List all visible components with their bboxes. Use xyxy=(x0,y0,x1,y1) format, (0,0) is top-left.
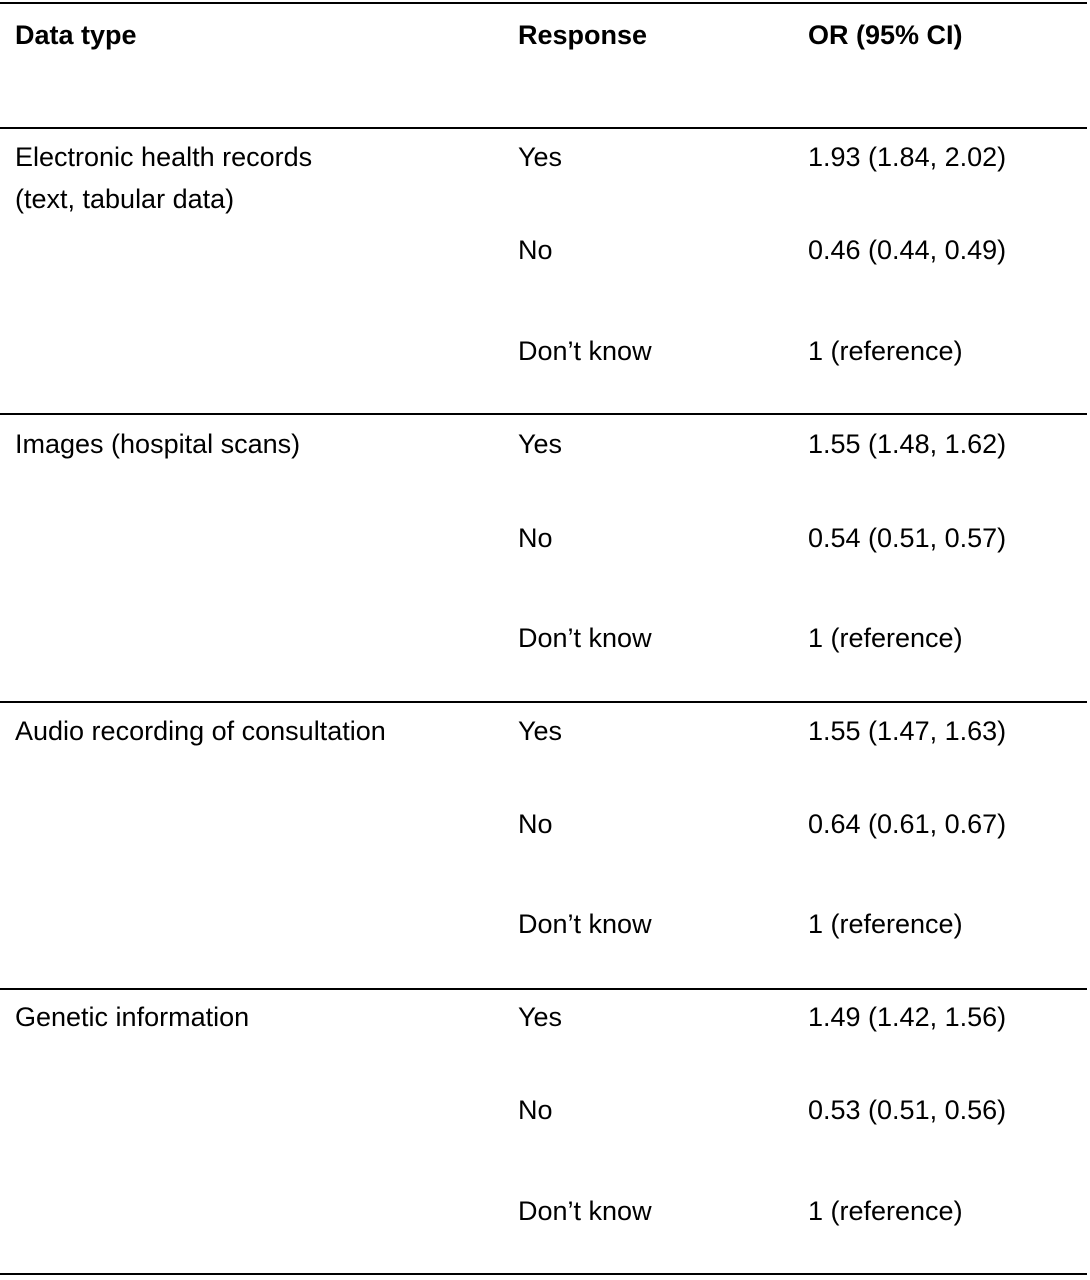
response-cell: Yes xyxy=(518,716,563,746)
header-data-type: Data type xyxy=(15,20,137,50)
or-ci-cell: 1.93 (1.84, 2.02) xyxy=(808,142,1007,172)
header-response: Response xyxy=(518,20,648,50)
or-ci-cell: 1 (reference) xyxy=(808,1196,963,1226)
or-ci-cell: 1.49 (1.42, 1.56) xyxy=(808,1002,1007,1032)
data-type-label: Genetic information xyxy=(15,1002,250,1032)
header-bottom-rule xyxy=(0,127,1087,129)
response-cell: No xyxy=(518,1095,553,1125)
data-type-label: Electronic health records xyxy=(15,142,313,172)
data-type-label: Audio recording of consultation xyxy=(15,716,386,746)
or-ci-cell: 1 (reference) xyxy=(808,909,963,939)
header-or-ci: OR (95% CI) xyxy=(808,20,963,50)
data-type-label: (text, tabular data) xyxy=(15,184,235,214)
response-cell: Yes xyxy=(518,142,563,172)
or-ci-cell: 1 (reference) xyxy=(808,623,963,653)
response-cell: Don’t know xyxy=(518,336,652,366)
table-bottom-rule xyxy=(0,1273,1087,1275)
response-cell: No xyxy=(518,809,553,839)
response-cell: No xyxy=(518,235,553,265)
or-ci-cell: 1.55 (1.47, 1.63) xyxy=(808,716,1007,746)
response-cell: Yes xyxy=(518,1002,563,1032)
response-cell: No xyxy=(518,523,553,553)
or-ci-cell: 0.64 (0.61, 0.67) xyxy=(808,809,1007,839)
data-type-label: Images (hospital scans) xyxy=(15,429,301,459)
or-ci-cell: 1 (reference) xyxy=(808,336,963,366)
or-ci-cell: 0.53 (0.51, 0.56) xyxy=(808,1095,1007,1125)
response-cell: Yes xyxy=(518,429,563,459)
or-ci-cell: 1.55 (1.48, 1.62) xyxy=(808,429,1007,459)
or-ci-cell: 0.46 (0.44, 0.49) xyxy=(808,235,1007,265)
table-top-rule xyxy=(0,2,1087,4)
response-cell: Don’t know xyxy=(518,1196,652,1226)
response-cell: Don’t know xyxy=(518,909,652,939)
or-ci-cell: 0.54 (0.51, 0.57) xyxy=(808,523,1007,553)
group-divider-rule xyxy=(0,988,1087,990)
group-divider-rule xyxy=(0,413,1087,415)
group-divider-rule xyxy=(0,701,1087,703)
response-cell: Don’t know xyxy=(518,623,652,653)
